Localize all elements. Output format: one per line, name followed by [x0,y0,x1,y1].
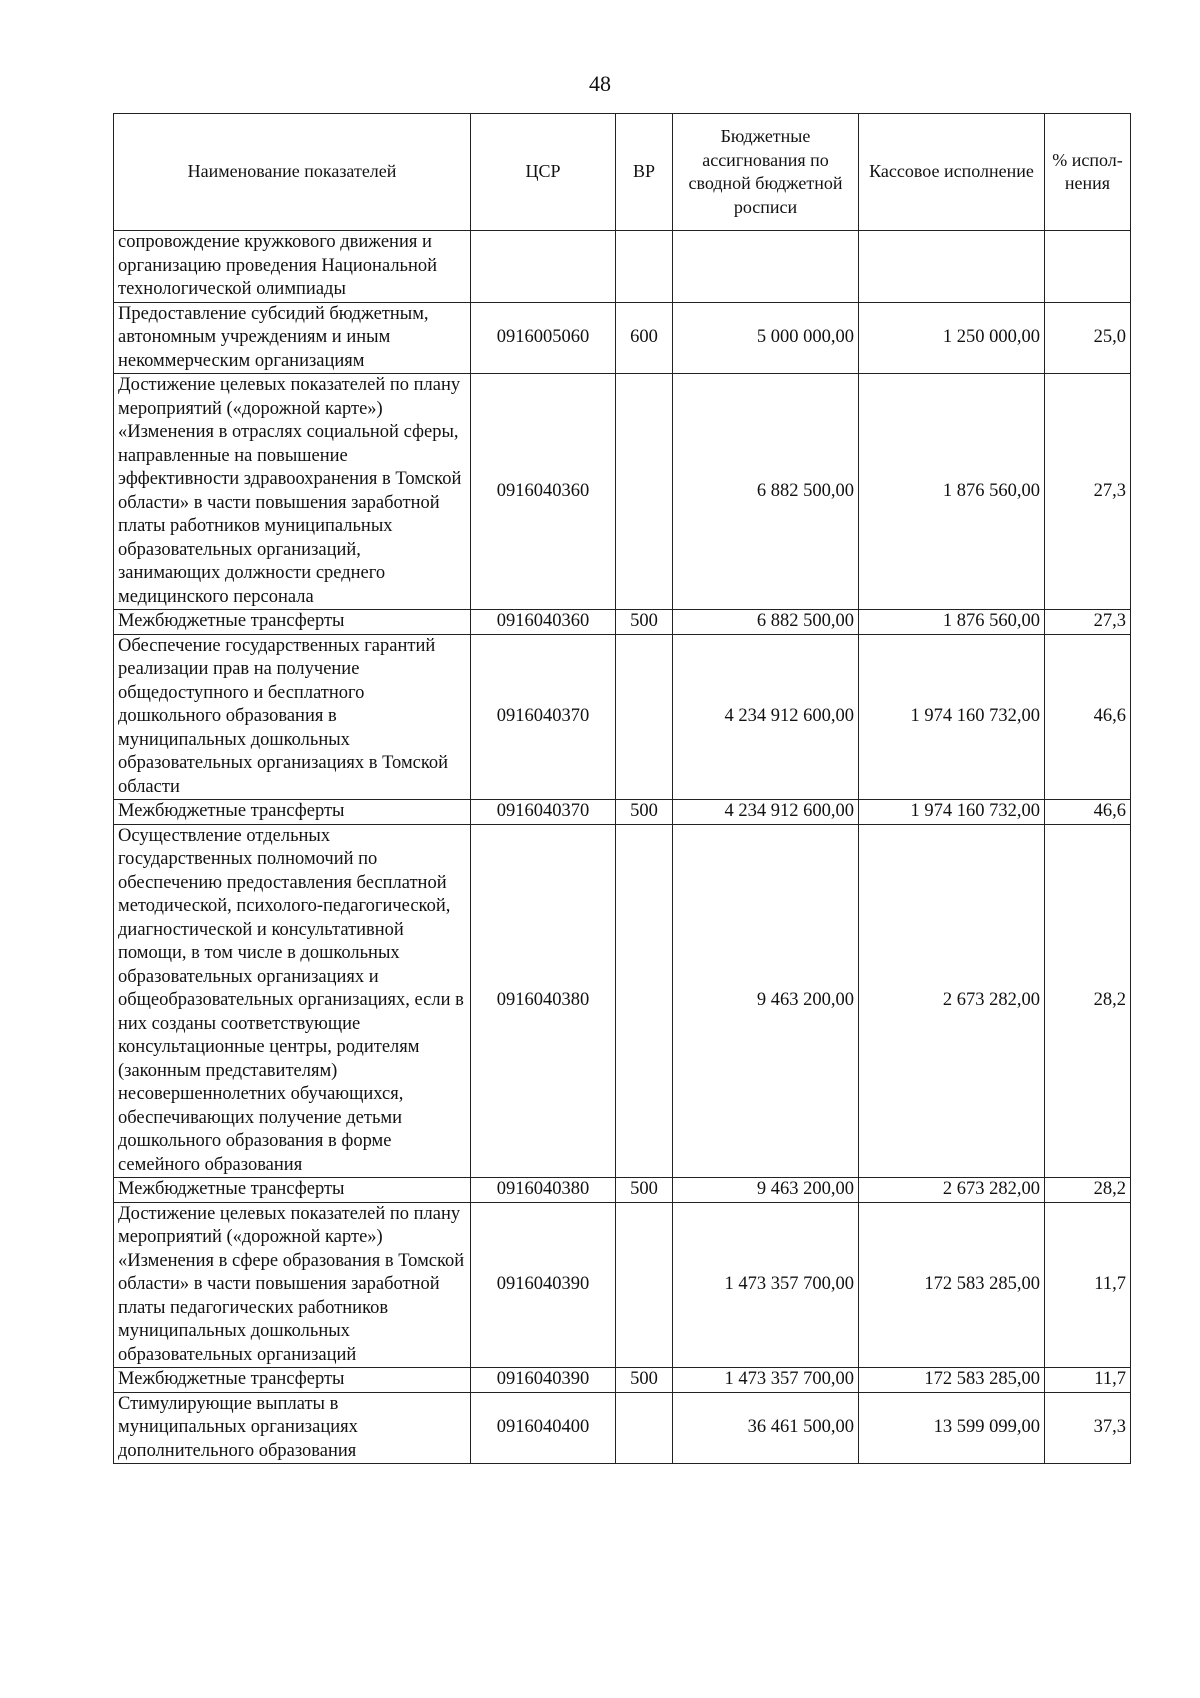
row-vr [616,374,673,610]
row-csr: 0916040370 [471,800,616,825]
row-percent: 11,7 [1045,1202,1131,1368]
header-name: Наименование показателей [114,114,471,231]
row-budget: 4 234 912 600,00 [673,800,859,825]
row-vr [616,1202,673,1368]
row-cash: 1 250 000,00 [859,302,1045,374]
row-vr: 500 [616,610,673,635]
row-cash: 1 876 560,00 [859,374,1045,610]
row-vr [616,634,673,800]
row-vr: 600 [616,302,673,374]
page-number: 48 [589,71,611,96]
row-percent: 37,3 [1045,1392,1131,1464]
row-cash: 172 583 285,00 [859,1202,1045,1368]
table-row [114,374,1131,610]
header-cash: Кассовое исполнение [859,114,1045,231]
row-cash: 1 974 160 732,00 [859,800,1045,825]
table-header-row [114,114,1131,231]
table-row [114,610,1131,635]
row-percent [1045,231,1131,303]
row-percent: 25,0 [1045,302,1131,374]
row-vr [616,231,673,303]
row-percent: 28,2 [1045,1178,1131,1203]
row-budget: 6 882 500,00 [673,610,859,635]
row-percent: 46,6 [1045,800,1131,825]
row-budget: 5 000 000,00 [673,302,859,374]
header-budget: Бюджетные ассигнования по сводной бюджетной росписи [673,114,859,231]
row-vr: 500 [616,800,673,825]
row-budget: 36 461 500,00 [673,1392,859,1464]
row-name: Стимулирующие выплаты в муниципальных организациях дополнительного образования [114,1392,471,1464]
row-csr [471,231,616,303]
row-csr: 0916040360 [471,374,616,610]
row-name: Межбюджетные трансферты [114,1178,471,1203]
table-row [114,824,1131,1178]
table-row [114,1368,1131,1393]
row-name: Достижение целевых показателей по плану мероприятий («дорожной карте») «Изменения в сфере образования в Томской области» в части повышения заработной платы педагогических работников муниципальных дошкольных образовательных организаций [114,1202,471,1368]
row-csr: 0916040370 [471,634,616,800]
row-name: Предоставление субсидий бюджетным, автономным учреждениям и иным некоммерческим организациям [114,302,471,374]
table-row [114,800,1131,825]
table-row [114,1202,1131,1368]
row-csr: 0916040360 [471,610,616,635]
row-cash: 2 673 282,00 [859,1178,1045,1203]
row-budget [673,231,859,303]
row-cash: 1 876 560,00 [859,610,1045,635]
row-percent: 27,3 [1045,610,1131,635]
table-row [114,1392,1131,1464]
row-cash [859,231,1045,303]
row-vr: 500 [616,1368,673,1393]
row-percent: 11,7 [1045,1368,1131,1393]
row-percent: 28,2 [1045,824,1131,1178]
row-cash: 1 974 160 732,00 [859,634,1045,800]
row-budget: 9 463 200,00 [673,1178,859,1203]
row-csr: 0916040380 [471,1178,616,1203]
budget-execution-table [113,113,1131,1464]
row-csr: 0916040390 [471,1202,616,1368]
row-name: Достижение целевых показателей по плану мероприятий («дорожной карте») «Изменения в отраслях социальной сферы, направленные на повышение эффективности здравоохранения в Томской области» в части повышения заработной платы работников муниципальных образовательных организаций, занимающих должности среднего медицинского персонала [114,374,471,610]
row-vr [616,824,673,1178]
row-cash: 2 673 282,00 [859,824,1045,1178]
row-csr: 0916040390 [471,1368,616,1393]
row-cash: 13 599 099,00 [859,1392,1045,1464]
row-csr: 0916040380 [471,824,616,1178]
header-vr: ВР [616,114,673,231]
row-budget: 4 234 912 600,00 [673,634,859,800]
row-vr [616,1392,673,1464]
row-name: Межбюджетные трансферты [114,800,471,825]
row-csr: 0916040400 [471,1392,616,1464]
table-row [114,634,1131,800]
row-name: Осуществление отдельных государственных полномочий по обеспечению предоставления бесплатной методической, психолого-педагогической, диагностической и консультативной помощи, в том числе в дошкольных образовательных организациях и общеобразовательных организациях, если в них созданы соответствующие консультационные центры, родителям (законным представителям) несовершеннолетних обучающихся, обеспечивающих получение детьми дошкольного образования в форме семейного образования [114,824,471,1178]
table-row [114,1178,1131,1203]
row-name: Межбюджетные трансферты [114,610,471,635]
row-budget: 9 463 200,00 [673,824,859,1178]
row-budget: 6 882 500,00 [673,374,859,610]
table-row [114,231,1131,303]
row-name: Обеспечение государственных гарантий реализации прав на получение общедоступного и бесплатного дошкольного образования в муниципальных дошкольных образовательных организациях в Томской области [114,634,471,800]
row-vr: 500 [616,1178,673,1203]
row-cash: 172 583 285,00 [859,1368,1045,1393]
table-row [114,302,1131,374]
header-percent: % испол-нения [1045,114,1131,231]
header-csr: ЦСР [471,114,616,231]
row-budget: 1 473 357 700,00 [673,1202,859,1368]
row-name: сопровождение кружкового движения и организацию проведения Национальной технологической олимпиады [114,231,471,303]
row-csr: 0916005060 [471,302,616,374]
row-budget: 1 473 357 700,00 [673,1368,859,1393]
row-percent: 46,6 [1045,634,1131,800]
row-name: Межбюджетные трансферты [114,1368,471,1393]
row-percent: 27,3 [1045,374,1131,610]
